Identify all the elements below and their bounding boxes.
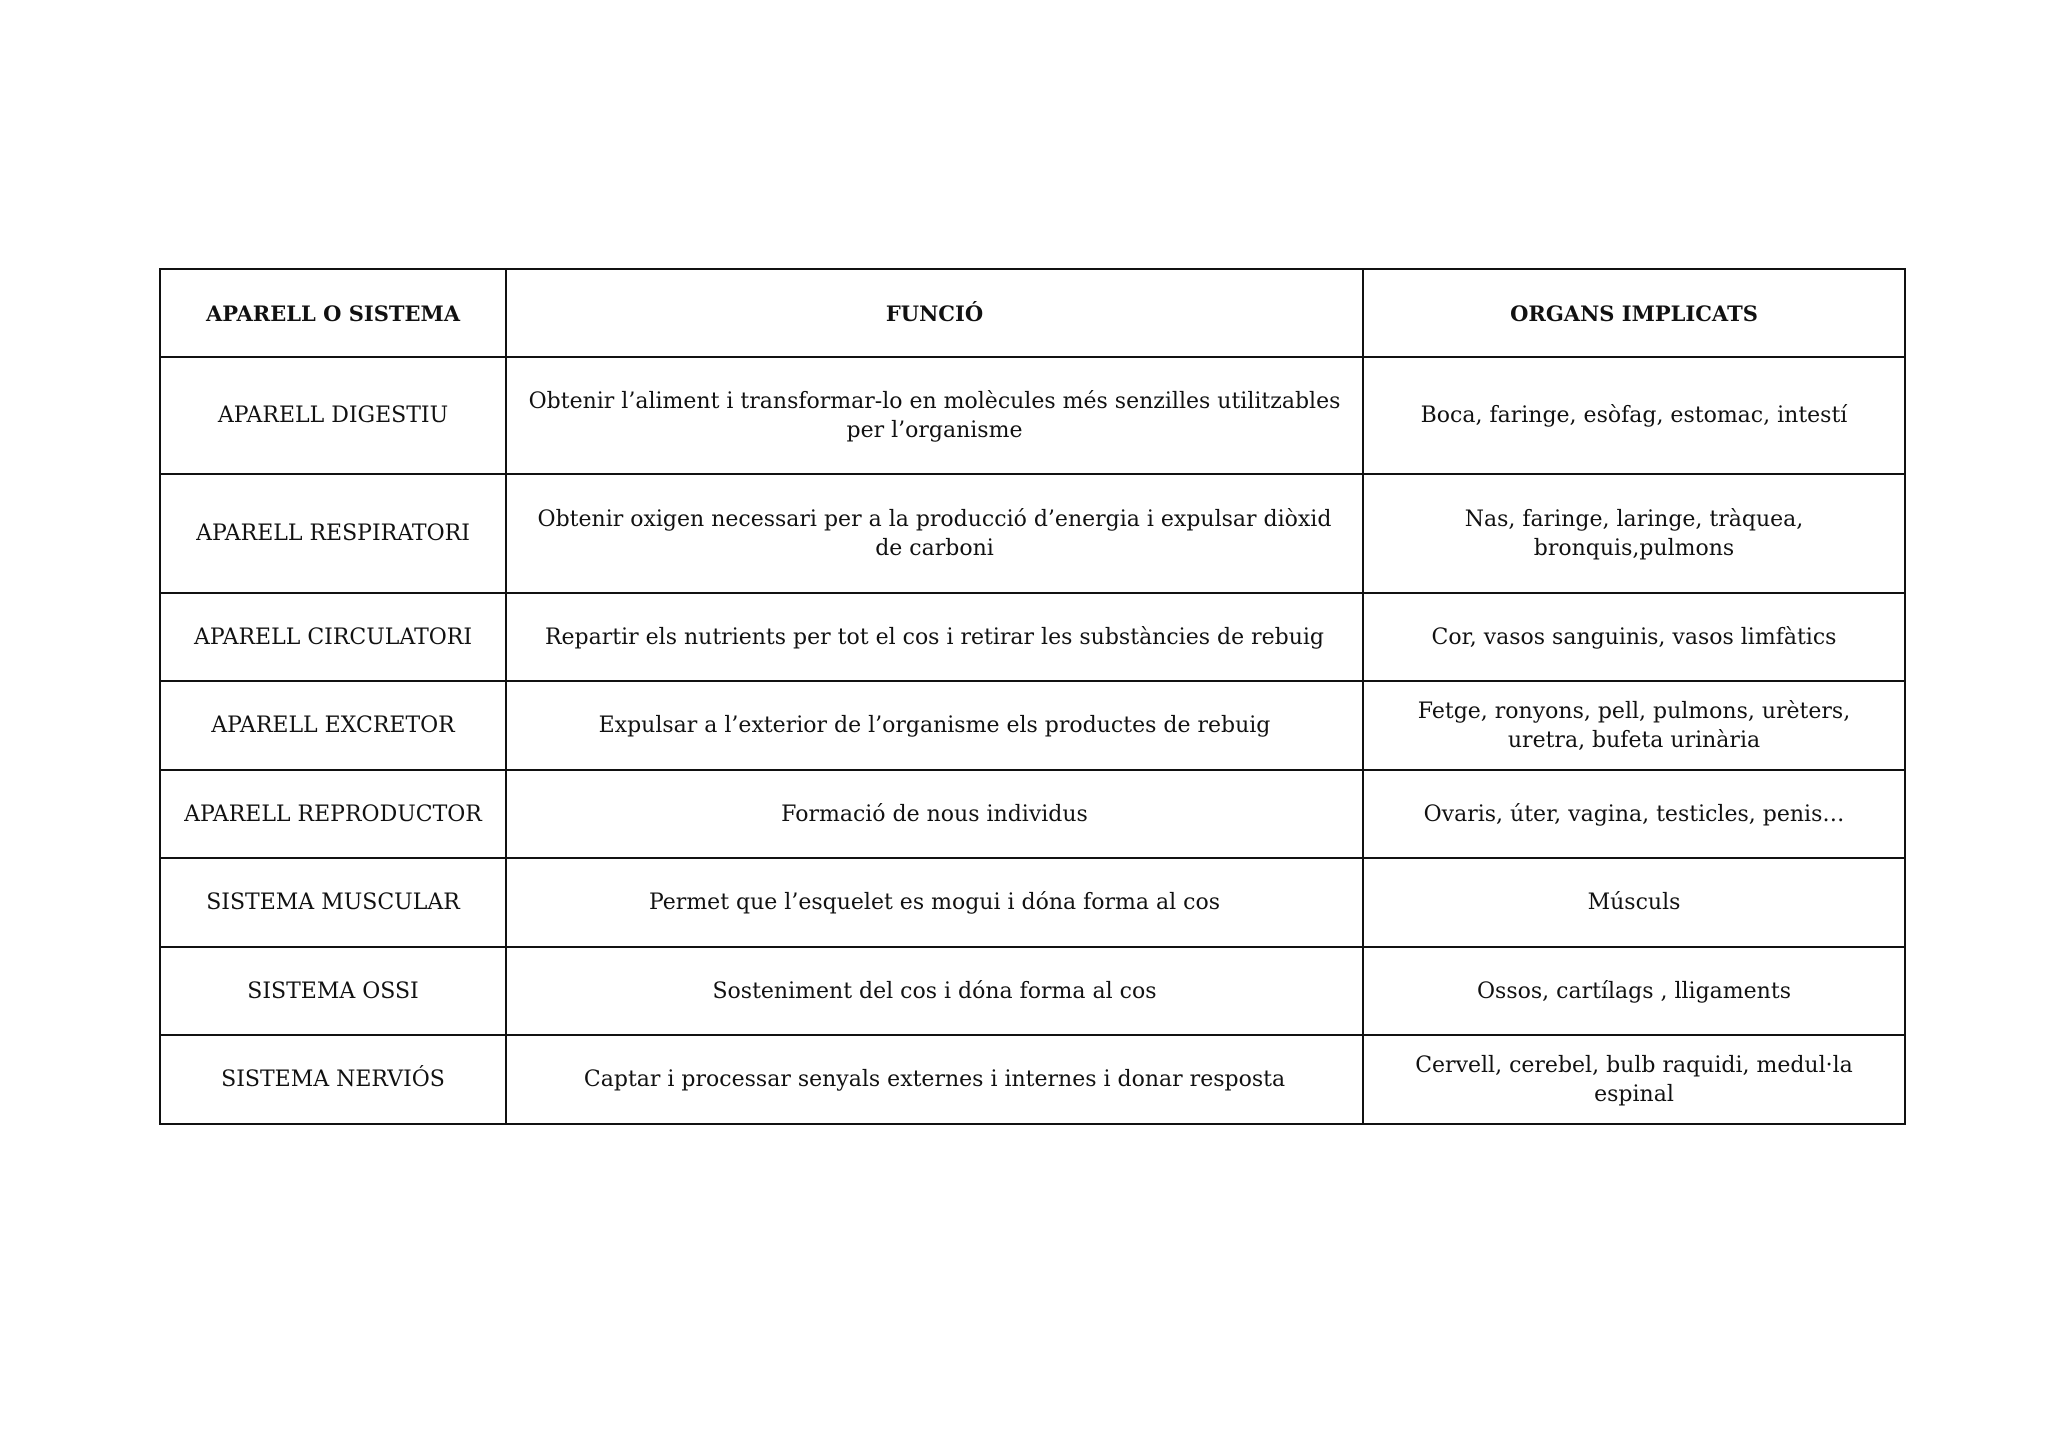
cell-function: Obtenir l’aliment i transformar-lo en molècules més senzilles utilitzables per l’organisme xyxy=(506,357,1363,474)
cell-system: SISTEMA MUSCULAR xyxy=(160,858,506,947)
cell-system: APARELL DIGESTIU xyxy=(160,357,506,474)
cell-function: Repartir els nutrients per tot el cos i retirar les substàncies de rebuig xyxy=(506,593,1363,681)
cell-function: Obtenir oxigen necessari per a la producció d’energia i expulsar diòxid de carboni xyxy=(506,474,1363,593)
header-function: FUNCIÓ xyxy=(506,269,1363,357)
cell-function: Captar i processar senyals externes i internes i donar resposta xyxy=(506,1035,1363,1124)
table-row xyxy=(160,947,1905,1035)
cell-organs: Cervell, cerebel, bulb raquidi, medul·la espinal xyxy=(1363,1035,1905,1124)
cell-system: APARELL CIRCULATORI xyxy=(160,593,506,681)
cell-system: SISTEMA NERVIÓS xyxy=(160,1035,506,1124)
table-row xyxy=(160,858,1905,947)
cell-system: SISTEMA OSSI xyxy=(160,947,506,1035)
cell-function: Expulsar a l’exterior de l’organisme els productes de rebuig xyxy=(506,681,1363,770)
body-systems-table xyxy=(159,268,1906,1125)
header-organs: ORGANS IMPLICATS xyxy=(1363,269,1905,357)
table-row xyxy=(160,1035,1905,1124)
table-header-row xyxy=(160,269,1905,357)
table-row xyxy=(160,770,1905,858)
cell-organs: Ossos, cartílags , lligaments xyxy=(1363,947,1905,1035)
cell-system: APARELL REPRODUCTOR xyxy=(160,770,506,858)
table-row xyxy=(160,474,1905,593)
table-row xyxy=(160,593,1905,681)
cell-system: APARELL RESPIRATORI xyxy=(160,474,506,593)
table-row xyxy=(160,357,1905,474)
table-row xyxy=(160,681,1905,770)
cell-organs: Cor, vasos sanguinis, vasos limfàtics xyxy=(1363,593,1905,681)
cell-function: Sosteniment del cos i dóna forma al cos xyxy=(506,947,1363,1035)
cell-function: Permet que l’esquelet es mogui i dóna forma al cos xyxy=(506,858,1363,947)
header-system: APARELL O SISTEMA xyxy=(160,269,506,357)
cell-system: APARELL EXCRETOR xyxy=(160,681,506,770)
cell-organs: Músculs xyxy=(1363,858,1905,947)
cell-function: Formació de nous individus xyxy=(506,770,1363,858)
cell-organs: Fetge, ronyons, pell, pulmons, urèters, uretra, bufeta urinària xyxy=(1363,681,1905,770)
cell-organs: Nas, faringe, laringe, tràquea, bronquis,pulmons xyxy=(1363,474,1905,593)
cell-organs: Ovaris, úter, vagina, testicles, penis… xyxy=(1363,770,1905,858)
cell-organs: Boca, faringe, esòfag, estomac, intestí xyxy=(1363,357,1905,474)
